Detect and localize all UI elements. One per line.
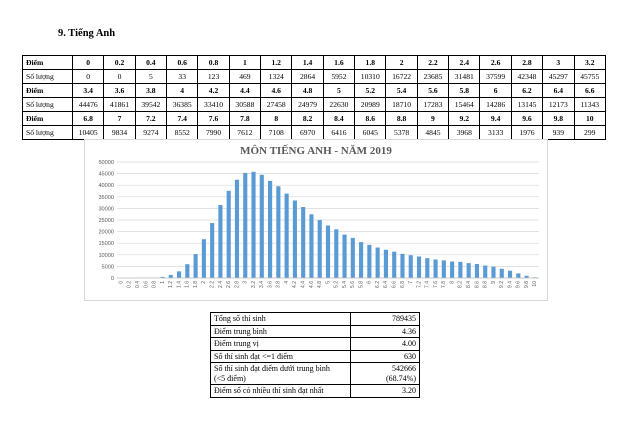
count-cell: 15464 [449, 98, 480, 112]
count-cell: 18710 [386, 98, 417, 112]
score-cell: 4.6 [261, 84, 292, 98]
bar [384, 250, 388, 278]
stat-value: 4.00 [351, 338, 420, 351]
y-tick-label: 5000 [101, 264, 114, 271]
x-tick-label: 9.8 [523, 281, 530, 288]
count-cell: 6416 [323, 126, 354, 140]
score-cell: 8.4 [323, 112, 354, 126]
x-tick-label: 1.8 [192, 281, 199, 288]
stat-row-below-average [211, 363, 420, 385]
count-cell: 6045 [355, 126, 386, 140]
y-tick-label: 25000 [98, 218, 114, 224]
stat-row-median [211, 338, 420, 351]
score-cell: 1.2 [261, 56, 292, 70]
score-cell: 1.4 [292, 56, 323, 70]
score-cell: 8.2 [292, 112, 323, 126]
y-tick-label: 35000 [98, 194, 114, 201]
score-cell: 6.8 [73, 112, 104, 126]
bar [392, 252, 396, 278]
count-cell: 299 [574, 126, 606, 140]
score-cell: 9.4 [480, 112, 511, 126]
score-row [23, 56, 606, 70]
x-tick-label: 8.4 [465, 281, 472, 288]
bar-chart [85, 140, 549, 302]
count-cell: 41861 [104, 98, 135, 112]
count-cell: 17283 [417, 98, 448, 112]
score-row-header: Điểm [23, 56, 73, 70]
x-tick-label: 1.6 [184, 281, 191, 288]
count-cell: 39542 [135, 98, 166, 112]
bar [458, 262, 462, 278]
stat-label: Điểm số có nhiều thí sinh đạt nhất [211, 385, 351, 398]
bar [301, 207, 305, 278]
score-cell: 9.6 [511, 112, 542, 126]
x-tick-label: 0.6 [143, 281, 150, 288]
count-cell: 8552 [167, 126, 198, 140]
x-tick-label: 4.4 [300, 281, 307, 288]
bar [210, 223, 214, 278]
bar [318, 220, 322, 278]
score-cell: 3.4 [73, 84, 104, 98]
count-cell: 7990 [198, 126, 229, 140]
bar [243, 173, 247, 278]
score-cell: 0.8 [198, 56, 229, 70]
count-cell: 469 [229, 70, 260, 84]
score-cell: 2.6 [480, 56, 511, 70]
bar [276, 186, 280, 278]
score-cell: 0.4 [135, 56, 166, 70]
score-cell: 3.8 [135, 84, 166, 98]
score-cell: 4.2 [198, 84, 229, 98]
count-cell: 36385 [167, 98, 198, 112]
x-tick-label: 3.6 [267, 281, 274, 288]
bar [227, 191, 231, 278]
stat-row-le1 [211, 350, 420, 363]
score-row-header: Điểm [23, 112, 73, 126]
count-row [23, 98, 606, 112]
x-tick-label: 6.2 [374, 281, 381, 288]
stat-value-line: (68.74%) [386, 373, 416, 383]
x-tick-label: 2.2 [209, 281, 216, 288]
stat-label: Điểm trung vị [211, 338, 351, 351]
x-tick-label: 2.4 [217, 281, 224, 288]
summary-stats-table [210, 312, 420, 398]
bar [483, 266, 487, 278]
bar [508, 271, 512, 278]
x-tick-label: 0.4 [135, 281, 142, 288]
stat-value: 789435 [351, 313, 420, 326]
y-tick-label: 30000 [98, 206, 114, 213]
x-tick-label: 2 [201, 281, 208, 284]
count-cell: 123 [198, 70, 229, 84]
x-tick-label: 5 [325, 281, 332, 284]
count-cell: 5 [135, 70, 166, 84]
count-cell: 31481 [449, 70, 480, 84]
count-cell: 16722 [386, 70, 417, 84]
x-tick-label: 9 [490, 281, 497, 284]
x-tick-label: 0 [118, 281, 125, 284]
x-tick-label: 5.2 [333, 281, 340, 288]
count-cell: 45297 [543, 70, 574, 84]
score-cell: 3 [543, 56, 574, 70]
bar [309, 214, 313, 278]
count-cell: 10405 [73, 126, 104, 140]
score-cell: 2 [386, 56, 417, 70]
bar [425, 258, 429, 278]
count-cell: 9834 [104, 126, 135, 140]
count-cell: 20989 [355, 98, 386, 112]
bar [409, 255, 413, 278]
bar [417, 256, 421, 278]
count-cell: 7612 [229, 126, 260, 140]
score-cell: 5.6 [417, 84, 448, 98]
stat-label: Tổng số thí sinh [211, 313, 351, 326]
score-cell: 10 [574, 112, 606, 126]
stat-value: 630 [351, 350, 420, 363]
score-cell: 9.8 [543, 112, 574, 126]
x-tick-label: 7.6 [432, 281, 439, 288]
bar [467, 263, 471, 278]
count-cell: 13145 [511, 98, 542, 112]
count-cell: 5952 [323, 70, 354, 84]
count-cell: 4845 [417, 126, 448, 140]
score-row-header: Điểm [23, 84, 73, 98]
x-tick-label: 8.8 [482, 281, 489, 288]
score-cell: 4 [167, 84, 198, 98]
stat-label [211, 363, 351, 385]
score-cell: 5.4 [386, 84, 417, 98]
stat-value [351, 363, 420, 385]
x-tick-label: 6.4 [383, 281, 390, 288]
bar [367, 245, 371, 278]
score-cell: 3.2 [574, 56, 606, 70]
x-tick-label: 8.6 [474, 281, 481, 288]
bar [293, 200, 297, 278]
bar [500, 269, 504, 278]
score-cell: 8 [261, 112, 292, 126]
score-cell: 8.6 [355, 112, 386, 126]
score-cell: 6.4 [543, 84, 574, 98]
x-tick-label: 5.4 [341, 281, 348, 288]
count-cell: 2864 [292, 70, 323, 84]
count-cell: 14286 [480, 98, 511, 112]
bar [359, 242, 363, 278]
bar [268, 181, 272, 278]
bar [400, 254, 404, 278]
score-cell: 7.6 [198, 112, 229, 126]
x-tick-label: 4.2 [292, 281, 299, 288]
score-cell: 1 [229, 56, 260, 70]
x-tick-label: 3.2 [250, 281, 257, 288]
bar [285, 194, 289, 278]
x-tick-label: 0.2 [126, 281, 133, 288]
count-cell: 22630 [323, 98, 354, 112]
count-row [23, 126, 606, 140]
score-row [23, 112, 606, 126]
x-tick-label: 4.8 [317, 281, 324, 288]
score-cell: 6.2 [511, 84, 542, 98]
y-tick-label: 10000 [98, 252, 114, 259]
bar [434, 259, 438, 278]
count-cell: 11343 [574, 98, 606, 112]
score-table-body [23, 56, 606, 140]
stat-row-total [211, 313, 420, 326]
x-tick-label: 1.2 [168, 281, 175, 288]
x-tick-label: 9.4 [507, 281, 514, 288]
x-tick-label: 3.4 [259, 281, 266, 288]
bar [376, 248, 380, 278]
score-cell: 5.2 [355, 84, 386, 98]
count-cell: 1324 [261, 70, 292, 84]
bar [342, 235, 346, 278]
x-tick-label: 8.2 [457, 281, 464, 288]
bar [475, 264, 479, 278]
chart-container [84, 139, 548, 301]
score-cell: 3.6 [104, 84, 135, 98]
x-tick-label: 2.8 [234, 281, 241, 288]
x-tick-label: 8 [449, 281, 456, 284]
y-tick-label: 15000 [98, 241, 114, 248]
stat-value-line: 542666 [392, 364, 416, 373]
y-tick-label: 20000 [98, 229, 114, 236]
bar [218, 205, 222, 278]
score-cell: 8.8 [386, 112, 417, 126]
count-cell: 0 [73, 70, 104, 84]
score-cell: 9.2 [449, 112, 480, 126]
bar [169, 275, 173, 278]
count-cell: 37599 [480, 70, 511, 84]
stat-row-mode [211, 385, 420, 398]
x-tick-label: 9.2 [499, 281, 506, 288]
x-tick-label: 9.6 [515, 281, 522, 288]
bar [194, 254, 198, 278]
count-cell: 7108 [261, 126, 292, 140]
y-tick-label: 40000 [98, 183, 114, 190]
bar [450, 262, 454, 278]
score-cell: 5 [323, 84, 354, 98]
count-row-header: Số lượng [23, 70, 73, 84]
count-cell: 44476 [73, 98, 104, 112]
count-cell: 12173 [543, 98, 574, 112]
x-tick-label: 7.8 [441, 281, 448, 288]
score-cell: 2.2 [417, 56, 448, 70]
x-tick-label: 5.6 [350, 281, 357, 288]
x-tick-label: 7.4 [424, 281, 431, 288]
score-cell: 9 [417, 112, 448, 126]
stat-row-mean [211, 325, 420, 338]
bar [185, 264, 189, 278]
score-cell: 0.6 [167, 56, 198, 70]
count-cell: 6970 [292, 126, 323, 140]
bar [251, 172, 255, 278]
stat-label: Số thí sinh đạt <=1 điểm [211, 350, 351, 363]
score-cell: 4.4 [229, 84, 260, 98]
count-cell: 27458 [261, 98, 292, 112]
stat-label-line: (<5 điểm) [214, 373, 246, 383]
score-row [23, 84, 606, 98]
bar [202, 239, 206, 278]
count-cell: 42348 [511, 70, 542, 84]
bar [491, 267, 495, 278]
score-cell: 1.8 [355, 56, 386, 70]
x-tick-label: 5.8 [358, 281, 365, 288]
bar [442, 260, 446, 278]
x-tick-label: 3 [242, 281, 249, 284]
count-cell: 23685 [417, 70, 448, 84]
score-cell: 6 [480, 84, 511, 98]
bar [177, 271, 181, 278]
count-cell: 3968 [449, 126, 480, 140]
score-cell: 2.8 [511, 56, 542, 70]
x-tick-label: 7 [408, 281, 415, 284]
x-tick-label: 1.4 [176, 281, 183, 288]
bar [334, 229, 338, 278]
score-cell: 4.8 [292, 84, 323, 98]
bar [516, 273, 520, 278]
count-cell: 10310 [355, 70, 386, 84]
count-cell: 45755 [574, 70, 606, 84]
stat-value: 3.20 [351, 385, 420, 398]
stat-label: Điểm trung bình [211, 325, 351, 338]
count-row [23, 70, 606, 84]
count-cell: 24979 [292, 98, 323, 112]
x-tick-label: 3.8 [275, 281, 282, 288]
count-cell: 5378 [386, 126, 417, 140]
score-cell: 7.8 [229, 112, 260, 126]
score-cell: 7 [104, 112, 135, 126]
bar [326, 225, 330, 278]
stat-label-line: Số thí sinh đạt điểm dưới trung bình [214, 364, 330, 373]
score-cell: 1.6 [323, 56, 354, 70]
count-cell: 939 [543, 126, 574, 140]
x-tick-label: 6.6 [391, 281, 398, 288]
bar [351, 238, 355, 278]
x-tick-label: 4.6 [308, 281, 315, 288]
stat-value: 4.36 [351, 325, 420, 338]
count-cell: 30588 [229, 98, 260, 112]
score-cell: 7.2 [135, 112, 166, 126]
y-tick-label: 0 [110, 276, 114, 282]
score-cell: 2.4 [449, 56, 480, 70]
x-tick-label: 6.8 [399, 281, 406, 288]
x-tick-label: 2.6 [226, 281, 233, 288]
y-tick-label: 50000 [98, 160, 114, 166]
count-cell: 33 [167, 70, 198, 84]
x-tick-label: 10 [532, 281, 539, 287]
x-tick-label: 0.8 [151, 281, 158, 288]
score-cell: 0 [73, 56, 104, 70]
chart-title: MÔN TIẾNG ANH - NĂM 2019 [240, 145, 392, 157]
count-cell: 9274 [135, 126, 166, 140]
score-cell: 5.8 [449, 84, 480, 98]
x-tick-label: 1 [159, 281, 166, 284]
score-cell: 7.4 [167, 112, 198, 126]
score-cell: 0.2 [104, 56, 135, 70]
count-cell: 0 [104, 70, 135, 84]
section-heading: 9. Tiếng Anh [58, 28, 116, 39]
count-cell: 3133 [480, 126, 511, 140]
x-tick-label: 4 [283, 281, 290, 284]
x-tick-label: 6 [366, 281, 373, 284]
score-cell: 6.6 [574, 84, 606, 98]
x-tick-label: 7.2 [416, 281, 423, 288]
count-cell: 1976 [511, 126, 542, 140]
y-tick-label: 45000 [98, 171, 114, 178]
score-distribution-table [22, 55, 606, 140]
count-cell: 33410 [198, 98, 229, 112]
count-row-header: Số lượng [23, 98, 73, 112]
bar [260, 175, 264, 278]
count-row-header: Số lượng [23, 126, 73, 140]
bar [235, 180, 239, 278]
